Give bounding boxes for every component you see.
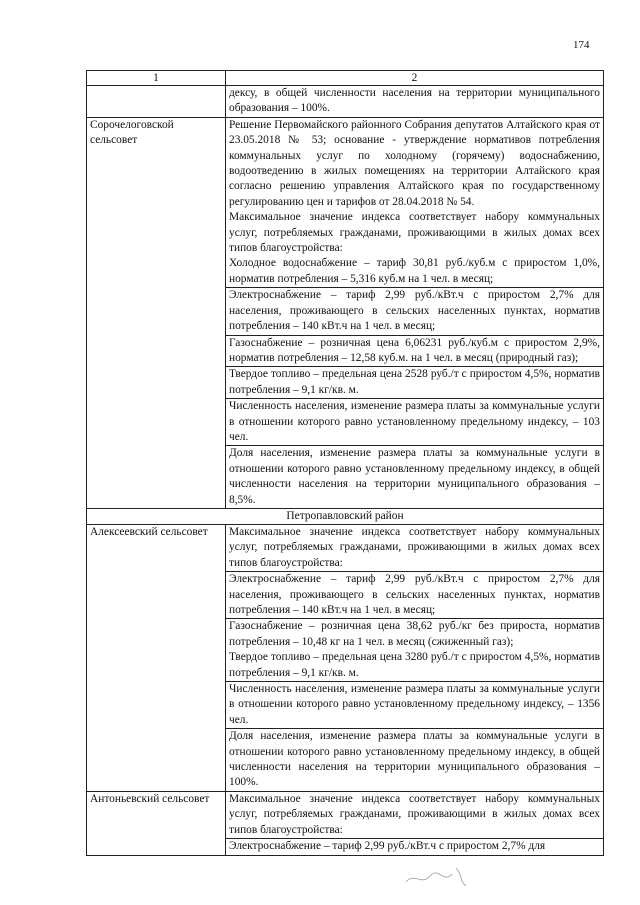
district-title: Петропавловский район — [87, 508, 604, 524]
handwritten-mark — [400, 862, 490, 892]
column-header-1: 1 — [87, 71, 226, 86]
table-header-row — [87, 71, 604, 86]
index-paragraph: Максимальное значение индекса соответствует набору коммунальных услуг, потребляемых гражданами, проживающими в жилых домах всех типов благоустройства: — [229, 525, 600, 569]
table-row — [87, 117, 604, 508]
table-row — [87, 524, 604, 791]
municipality-name: Антоньевский сельсовет — [87, 791, 226, 855]
gas-paragraph: Газоснабжение – розничная цена 6,06231 руб./куб.м с приростом 2,9%, норматив потребления – 12,58 куб.м. на 1 чел. в месяц (природный газ); — [226, 335, 603, 367]
index-paragraph: Максимальное значение индекса соответствует набору коммунальных услуг, потребляемых гражданами, проживающими в жилых домах всех типов благоустройства: — [229, 211, 600, 255]
index-paragraph: Максимальное значение индекса соответствует набору коммунальных услуг, потребляемых гражданами, проживающими в жилых домах всех типов благоустройства: — [229, 792, 600, 836]
description-cell — [226, 524, 604, 791]
electricity-paragraph: Электроснабжение – тариф 2,99 руб./кВт.ч с приростом 2,7% для населения, проживающего в сельских населенных пунктах, норматив потребления – 140 кВт.ч на 1 чел. в месяц; — [226, 571, 603, 618]
cold-water-paragraph: Холодное водоснабжение – тариф 30,81 руб./куб.м с приростом 1,0%, норматив потребления – 5,316 куб.м на 1 чел. в месяц; — [229, 257, 600, 285]
gas-paragraph: Газоснабжение – розничная цена 38,62 руб./кг без прироста, норматив потребления – 10,48 кг на 1 чел. в месяц (сжиженный газ); — [226, 618, 603, 650]
municipality-cell — [87, 86, 226, 118]
table-row — [87, 86, 604, 118]
solid-fuel-paragraph: Твердое топливо – предельная цена 2528 руб./т с приростом 4,5%, норматив потребления – 9,1 кг/кв. м. — [226, 366, 603, 398]
electricity-paragraph: Электроснабжение – тариф 2,99 руб./кВт.ч с приростом 2,7% для населения, проживающего в сельских населенных пунктах, норматив потребления – 140 кВт.ч на 1 чел. в месяц; — [226, 287, 603, 334]
description-cell — [226, 791, 604, 855]
tariff-table — [86, 70, 604, 856]
population-paragraph: Численность населения, изменение размера платы за коммунальные услуги в отношении которого равно установленному предельному индексу, – 1356 чел. — [226, 681, 603, 728]
decision-paragraph: Решение Первомайского районного Собрания депутатов Алтайского края от 23.05.2018 № 53; основание - утверждение нормативов потребления коммунальных услуг по холодному (горячему) водоснабжению, водоотведению в жилых помещениях на территории Алтайского края согласно решению управления Алтайского края по государственному регулированию цен и тарифов от 28.04.2018 № 54. — [229, 118, 600, 208]
description-cell — [226, 117, 604, 508]
municipality-name: Сорочелоговской сельсовет — [87, 117, 226, 508]
electricity-paragraph: Электроснабжение – тариф 2,99 руб./кВт.ч с приростом 2,7% для — [226, 838, 603, 854]
column-header-2: 2 — [226, 71, 604, 86]
municipality-name: Алексеевский сельсовет — [87, 524, 226, 791]
solid-fuel-paragraph: Твердое топливо – предельная цена 3280 руб./т с приростом 4,5%, норматив потребления – 9,1 кг/кв. м. — [229, 651, 600, 679]
section-row — [87, 508, 604, 524]
description-cell: дексу, в общей численности населения на территории муниципального образования – 100%. — [226, 86, 604, 118]
population-share-paragraph: Доля населения, изменение размера платы за коммунальные услуги в отношении которого равно установленному предельному индексу, в общей численности населения на территории муниципального образования – 8,5%. — [226, 445, 603, 508]
population-paragraph: Численность населения, изменение размера платы за коммунальные услуги в отношении которого равно установленному предельному индексу, – 103 чел. — [226, 398, 603, 445]
page-number: 174 — [573, 39, 590, 51]
table-row — [87, 791, 604, 855]
population-share-paragraph: Доля населения, изменение размера платы за коммунальные услуги в отношении которого равно установленному предельному индексу, в общей численности населения на территории муниципального образования – 100%. — [226, 728, 603, 791]
